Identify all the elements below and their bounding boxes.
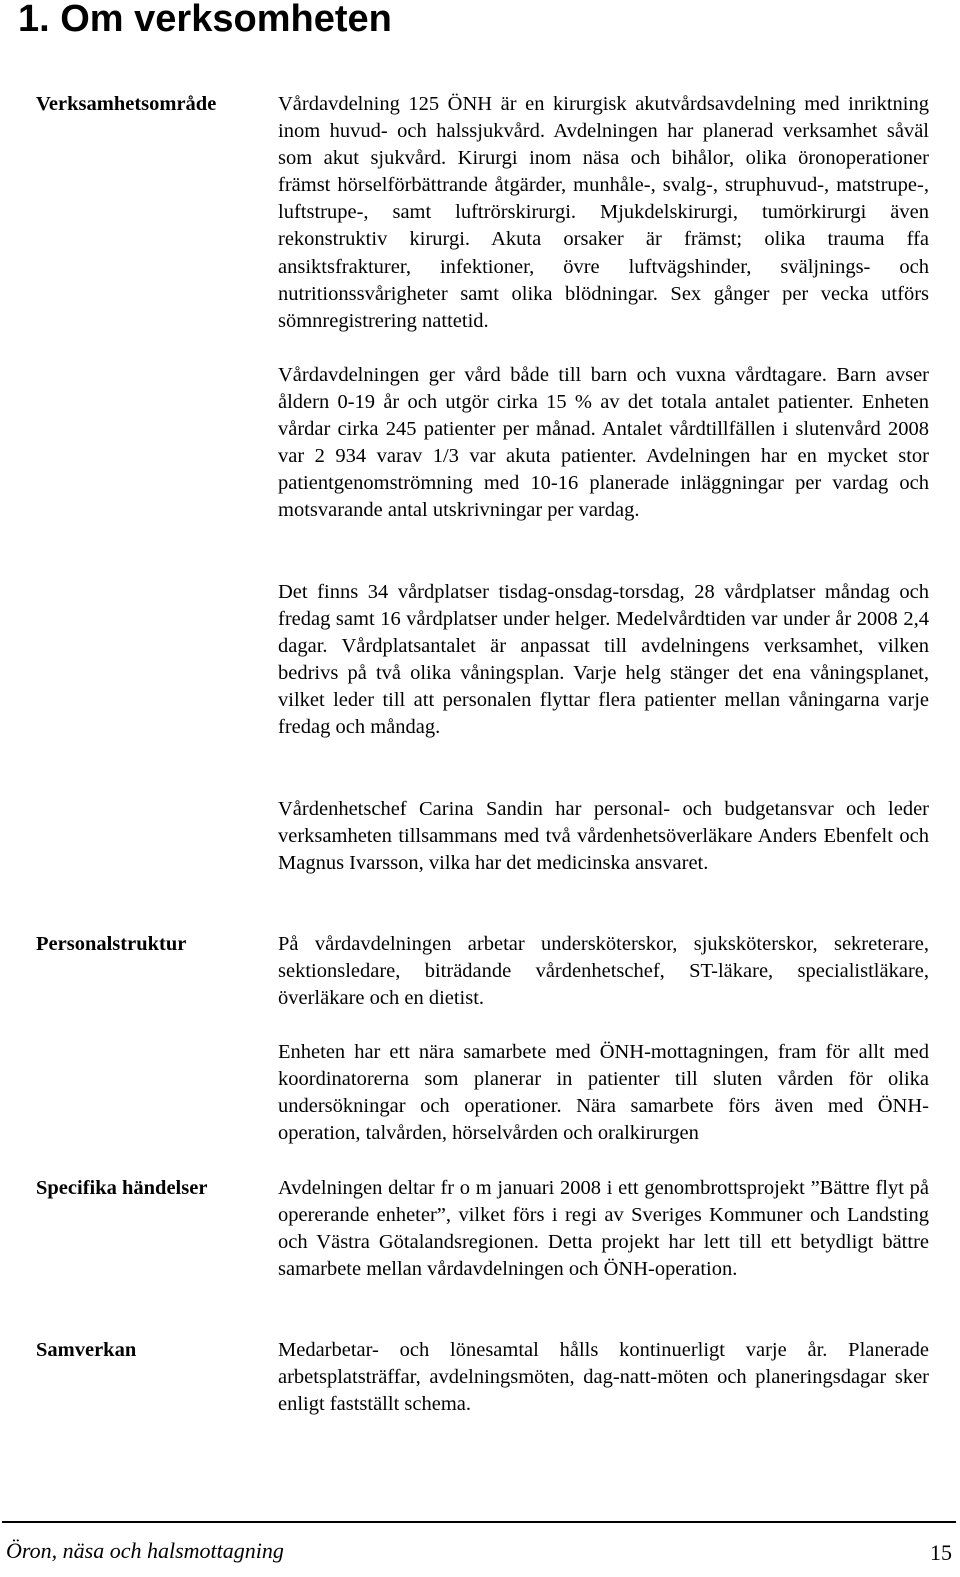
paragraph-specifika-1: Avdelningen deltar fr o m januari 2008 i ett genombrottsprojekt ”Bättre flyt på opererande enheter”, vilket förs i regi av Sveriges Kommuner och Landsting och Västra Götalandsregionen. Detta projekt har lett till ett betydligt bättre samarbete mellan vårdavdelningen och ÖNH-operation. bbox=[278, 1177, 929, 1281]
section-label-verksamhetsomrade: Verksamhetsområde bbox=[36, 93, 217, 115]
paragraph-personal-1: På vårdavdelningen arbetar undersköterskor, sjuksköterskor, sekreterare, sektionsledare, biträdande vårdenhetschef, ST-läkare, specialistläkare, överläkare och en dietist. bbox=[278, 933, 929, 1010]
page-number: 15 bbox=[930, 1540, 952, 1565]
paragraph-personal-2: Enheten har ett nära samarbete med ÖNH-mottagningen, fram för allt med koordinatorerna som planerar in patienter till sluten vården för olika undersökningar och operationer. Nära samarbete förs även med ÖNH-operation, talvården, hörselvården och oralkirurgen bbox=[278, 1041, 929, 1145]
section-label-samverkan: Samverkan bbox=[36, 1339, 137, 1361]
paragraph-samverkan-1: Medarbetar- och lönesamtal hålls kontinuerligt varje år. Planerade arbetsplatsträffar, avdelningsmöten, dag-natt-möten och planeringsdagar sker enligt fastställt schema. bbox=[278, 1339, 929, 1416]
page-heading: 1. Om verksomheten bbox=[18, 0, 392, 40]
paragraph-verksamhet-1: Vårdavdelning 125 ÖNH är en kirurgisk akutvårdsavdelning med inriktning inom huvud- och halssjukvård. Avdelningen har planerad verksamhet såväl som akut sjukvård. Kirurgi inom näsa och bihålor, olika öronoperationer främst hörselförbättrande åtgärder, munhåle-, svalg-, struphuvud-, matstrupe-, luftstrupe-, samt luftrörskirurgi. Mjukdelskirurgi, tumörkirurgi även rekonstruktiv kirurgi. Akuta orsaker är främst; olika trauma ffa ansiktsfrakturer, infektioner, övre luftvägshinder, sväljnings- och nutritionssvårigheter samt olika blödningar. Sex gånger per vecka utförs sömnregistrering nattetid. bbox=[278, 93, 929, 332]
paragraph-verksamhet-4: Vårdenhetschef Carina Sandin har personal- och budgetansvar och leder verksamheten tillsammans med två vårdenhetsöverläkare Anders Ebenfelt och Magnus Ivarsson, vilka har det medicinska ansvaret. bbox=[278, 798, 929, 875]
footer-divider bbox=[2, 1521, 956, 1523]
section-label-specifika-handelser: Specifika händelser bbox=[36, 1177, 208, 1199]
footer-title: Öron, näsa och halsmottagning bbox=[6, 1538, 284, 1563]
section-label-personalstruktur: Personalstruktur bbox=[36, 933, 187, 955]
paragraph-verksamhet-2: Vårdavdelningen ger vård både till barn och vuxna vårdtagare. Barn avser åldern 0-19 år och utgör cirka 15 % av det totala antalet patienter. Enheten vårdar cirka 245 patienter per månad. Antalet vårdtillfällen i slutenvård 2008 var 2 934 varav 1/3 var akuta patienter. Avdelningen har en mycket stor patientgenomströmning med 10-16 planerade inläggningar per vardag och motsvarande antal utskrivningar per vardag. bbox=[278, 364, 929, 522]
paragraph-verksamhet-3: Det finns 34 vårdplatser tisdag-onsdag-torsdag, 28 vårdplatser måndag och fredag samt 16 vårdplatser under helger. Medelvårdtiden var under år 2008 2,4 dagar. Vårdplatsantalet är anpassat till avdelningens verksamhet, vilken bedrivs på två olika våningsplan. Varje helg stänger det ena våningsplanet, vilket leder till att personalen flyttar flera patienter mellan våningarna varje fredag och måndag. bbox=[278, 581, 929, 739]
